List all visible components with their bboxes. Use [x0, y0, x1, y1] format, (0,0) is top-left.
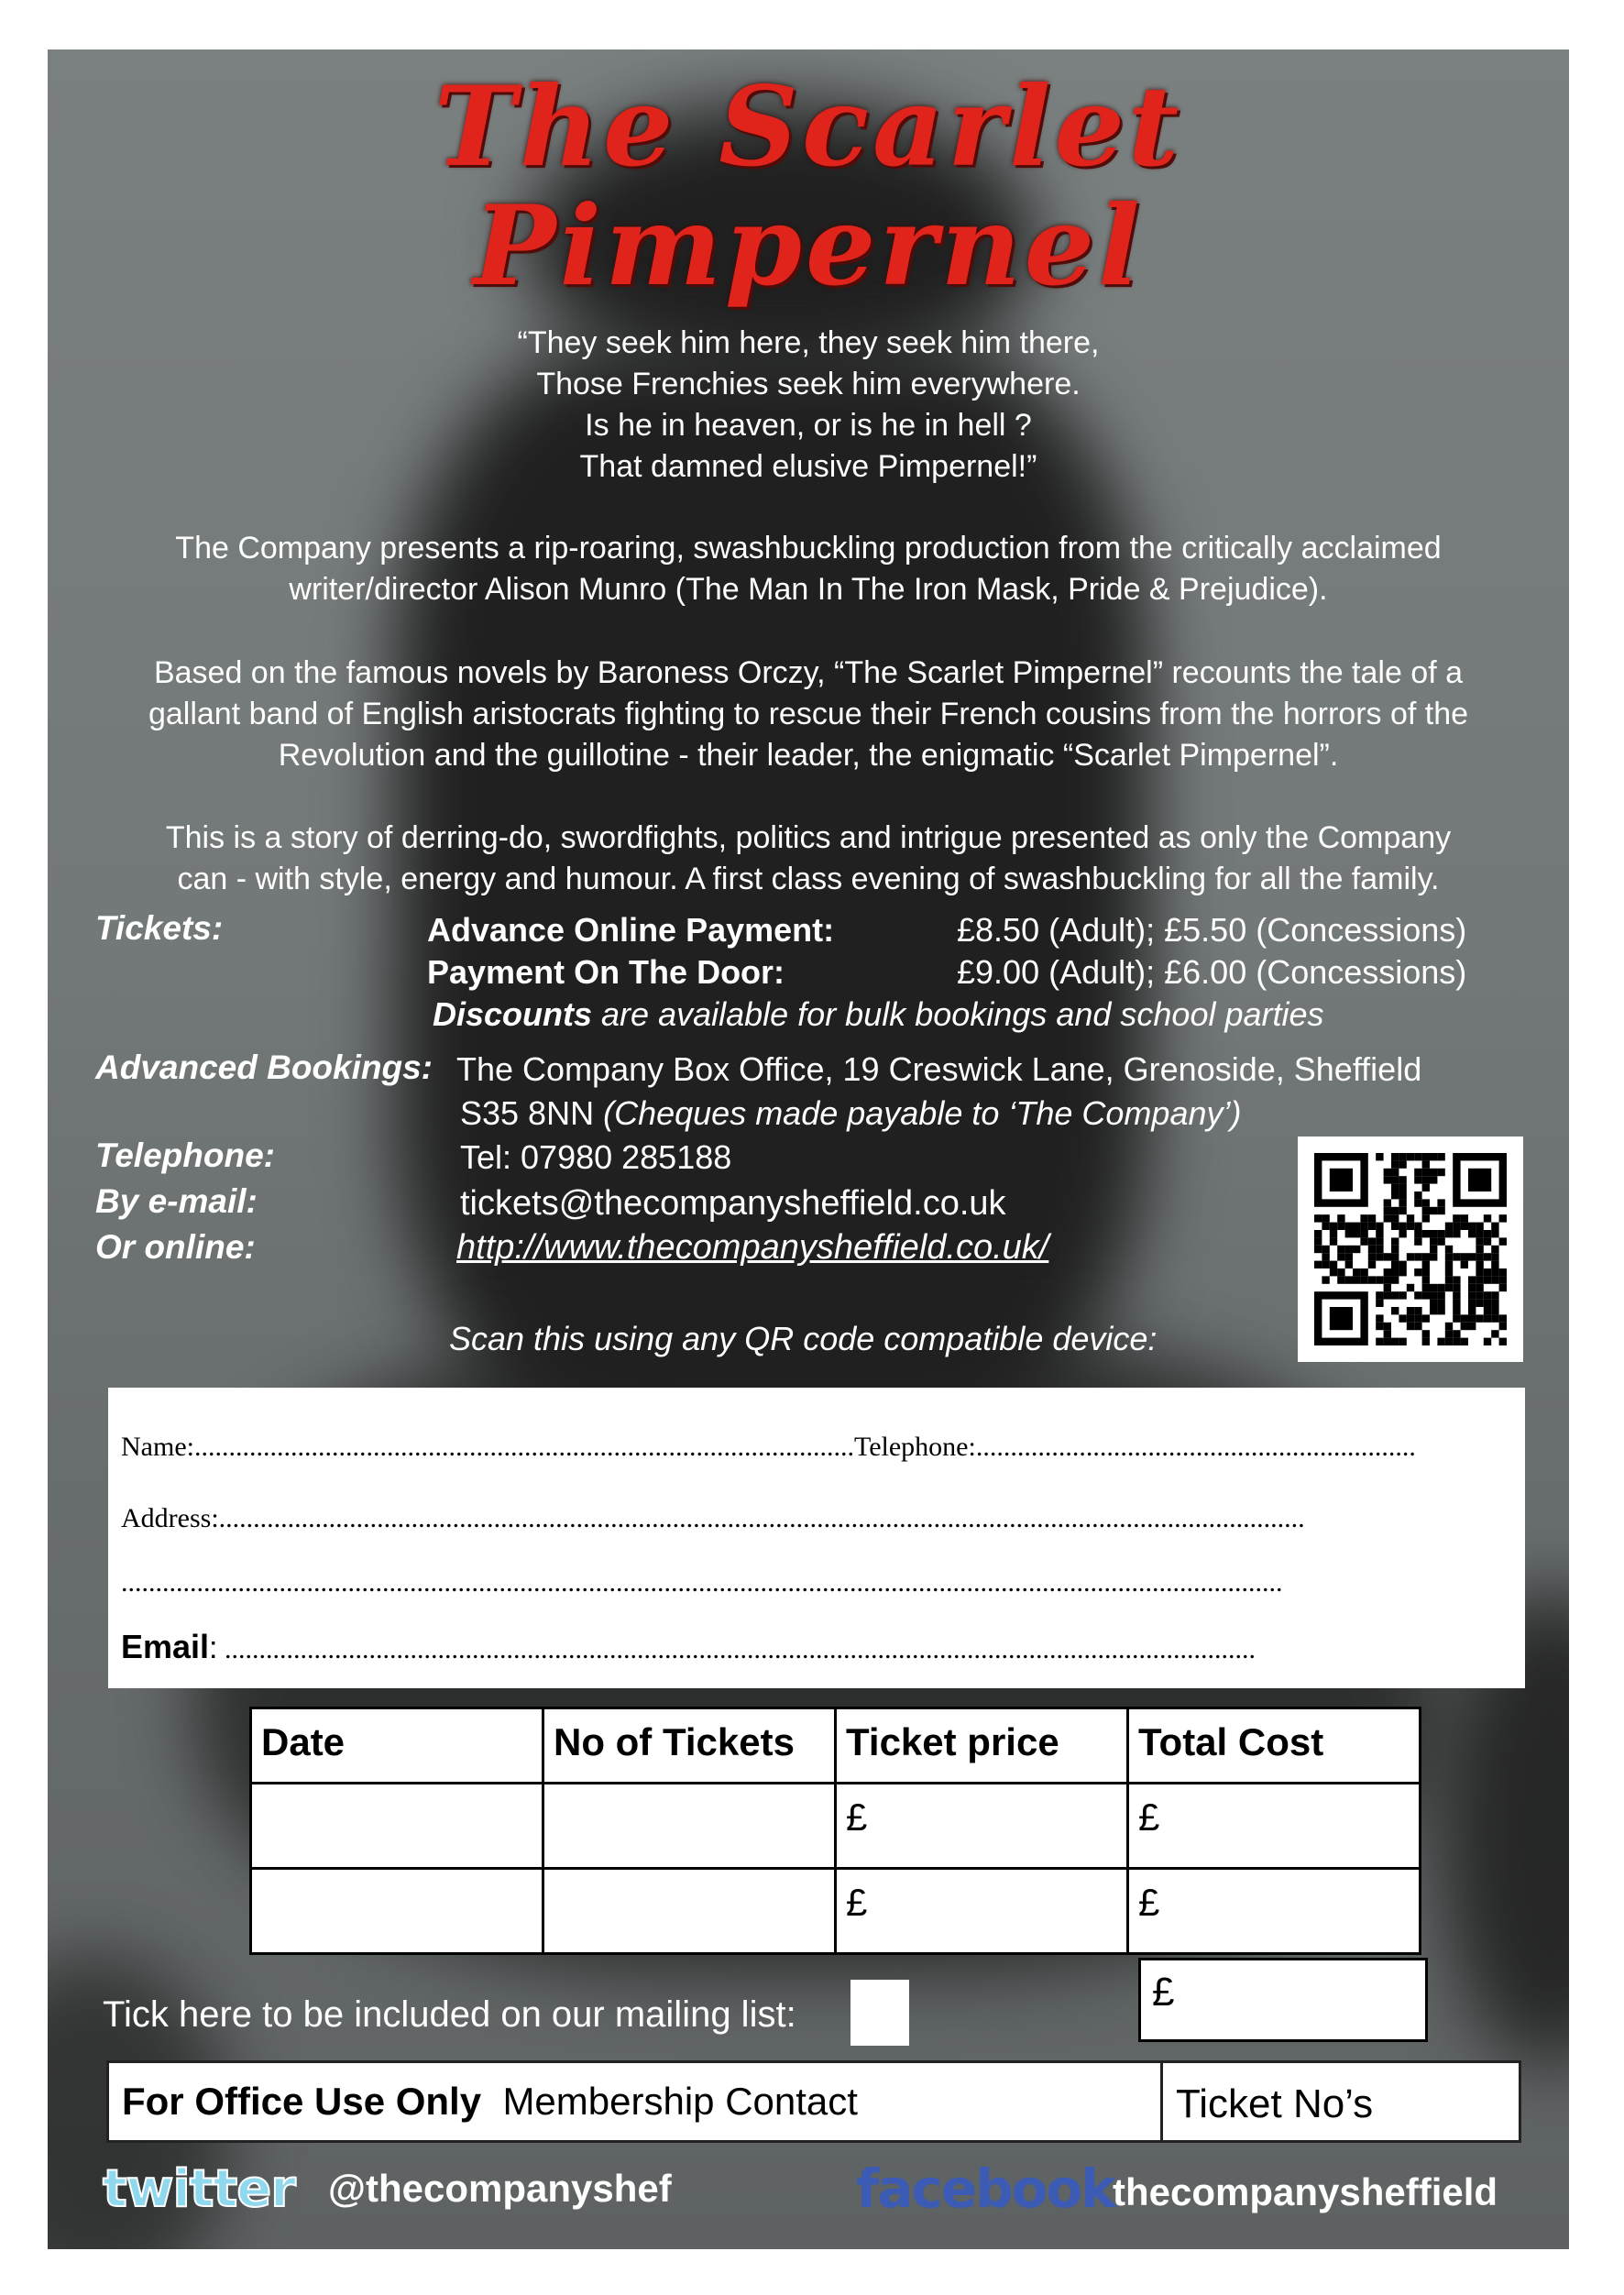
total-cell[interactable]: £	[1128, 1784, 1421, 1869]
story-line: Revolution and the guillotine - their leader, the enigmatic “Scarlet Pimpernel”.	[278, 738, 1339, 773]
address-line-2-dots: .........................................................................................................................................................................	[121, 1567, 1283, 1598]
form-telephone-label: Telephone:	[853, 1432, 976, 1462]
poster-background	[48, 49, 1569, 2249]
address-label: Address:	[121, 1503, 219, 1533]
quote-line: “They seek him here, they seek him there,	[517, 325, 1100, 360]
facebook-logo[interactable]: facebook	[856, 2158, 1114, 2220]
intro-paragraph	[48, 528, 1569, 610]
title-block	[286, 62, 1331, 311]
header-total-cost: Total Cost	[1128, 1708, 1421, 1784]
telephone-dots: ................................................................	[975, 1432, 1416, 1462]
family-line: This is a story of derring-do, swordfights, politics and intrigue presented as only the Company	[165, 820, 1452, 855]
qr-code-image	[1298, 1137, 1523, 1362]
tickets-label: Tickets:	[95, 909, 224, 947]
header-date: Date	[251, 1708, 543, 1784]
discounts-note	[433, 995, 1324, 1034]
membership-contact: Membership Contact	[502, 2080, 858, 2123]
price-cell[interactable]: £	[836, 1784, 1128, 1869]
name-field[interactable]	[121, 1432, 1416, 1463]
qr-caption: Scan this using any QR code compatible device:	[449, 1320, 1158, 1357]
table-row	[251, 1869, 1421, 1954]
date-cell[interactable]	[251, 1869, 543, 1954]
bookings-cheques-note: (Cheques made payable to ‘The Company’)	[603, 1094, 1242, 1132]
name-label: Name:	[121, 1432, 194, 1462]
form-email-label: Email	[121, 1628, 210, 1665]
office-divider	[1160, 2063, 1163, 2140]
form-email-colon: :	[209, 1631, 218, 1665]
form-email-field[interactable]	[121, 1628, 1256, 1666]
website-link[interactable]: http://www.thecompanysheffield.co.uk/	[456, 1228, 1049, 1267]
bookings-label: Advanced Bookings:	[95, 1049, 433, 1086]
quote-line: Is he in heaven, or is he in hell ?	[585, 408, 1032, 443]
facebook-handle[interactable]: thecompanysheffield	[1113, 2170, 1498, 2213]
intro-line: writer/director Alison Munro (The Man In The Iron Mask, Pride & Prejudice).	[289, 572, 1328, 607]
quote-block	[48, 323, 1569, 488]
header-no-of-tickets: No of Tickets	[543, 1708, 836, 1784]
table-header-row	[251, 1708, 1421, 1784]
bookings-address-line1: The Company Box Office, 19 Creswick Lane, Grenoside, Sheffield	[456, 1050, 1422, 1088]
story-line: gallant band of English aristocrats fighting to rescue their French cousins from the horrors of the	[148, 697, 1469, 731]
mailing-list-label: Tick here to be included on our mailing list:	[103, 1994, 796, 2035]
office-use-bar	[106, 2060, 1521, 2143]
door-payment-price: £9.00 (Adult); £6.00 (Concessions)	[957, 953, 1467, 991]
door-payment-label: Payment On The Door:	[427, 953, 785, 991]
story-paragraph	[48, 653, 1569, 776]
office-use-bold: For Office Use Only	[122, 2080, 482, 2123]
table-row	[251, 1784, 1421, 1869]
address-field[interactable]	[121, 1503, 1305, 1534]
intro-line: The Company presents a rip-roaring, swashbuckling production from the critically acclaimed	[175, 531, 1442, 566]
mailing-list-checkbox[interactable]	[850, 1980, 909, 2046]
header-ticket-price: Ticket price	[836, 1708, 1128, 1784]
title-line-1: The Scarlet	[433, 62, 1183, 192]
discounts-bold: Discounts	[433, 995, 593, 1033]
bookings-address-line2	[460, 1094, 1241, 1133]
office-use-label	[122, 2080, 858, 2124]
booking-form	[108, 1388, 1525, 1688]
name-dots: ................................................................................................	[193, 1432, 854, 1462]
date-cell[interactable]	[251, 1784, 543, 1869]
advance-online-label: Advance Online Payment:	[427, 911, 835, 949]
address-dots: ..............................................................................................................................................................	[218, 1503, 1305, 1533]
grand-total-box[interactable]	[1138, 1958, 1428, 2042]
family-paragraph	[48, 818, 1569, 900]
twitter-handle[interactable]: @thecompanyshef	[328, 2167, 672, 2210]
twitter-logo[interactable]: twitter	[103, 2159, 295, 2219]
address-line-2-field[interactable]	[121, 1567, 1283, 1598]
quantity-cell[interactable]	[543, 1784, 836, 1869]
email-dots: ......................................................................................................................................................	[225, 1634, 1256, 1664]
total-cell[interactable]: £	[1128, 1869, 1421, 1954]
ticket-order-table	[249, 1707, 1421, 1955]
online-label: Or online:	[95, 1228, 256, 1266]
email-link[interactable]: tickets@thecompanysheffield.co.uk	[460, 1184, 1006, 1223]
bookings-postcode: S35 8NN	[460, 1094, 595, 1132]
quote-line: Those Frenchies seek him everywhere.	[536, 367, 1081, 401]
title-line-2: Pimpernel	[473, 181, 1144, 311]
qr-code[interactable]	[1298, 1137, 1523, 1362]
discounts-rest: are available for bulk bookings and school parties	[592, 995, 1324, 1033]
grand-total-value: £	[1152, 1970, 1175, 2015]
telephone-label: Telephone:	[95, 1137, 275, 1174]
quantity-cell[interactable]	[543, 1869, 836, 1954]
quote-line: That damned elusive Pimpernel!”	[579, 449, 1037, 484]
ticket-numbers-label: Ticket No’s	[1176, 2081, 1374, 2126]
advance-online-price: £8.50 (Adult); £5.50 (Concessions)	[957, 911, 1467, 949]
email-label: By e-mail:	[95, 1182, 258, 1220]
story-line: Based on the famous novels by Baroness Orczy, “The Scarlet Pimpernel” recounts the tale of a	[153, 655, 1464, 690]
price-cell[interactable]: £	[836, 1869, 1128, 1954]
telephone-value: Tel: 07980 285188	[460, 1138, 732, 1176]
family-line: can - with style, energy and humour. A first class evening of swashbuckling for all the family.	[177, 862, 1440, 896]
